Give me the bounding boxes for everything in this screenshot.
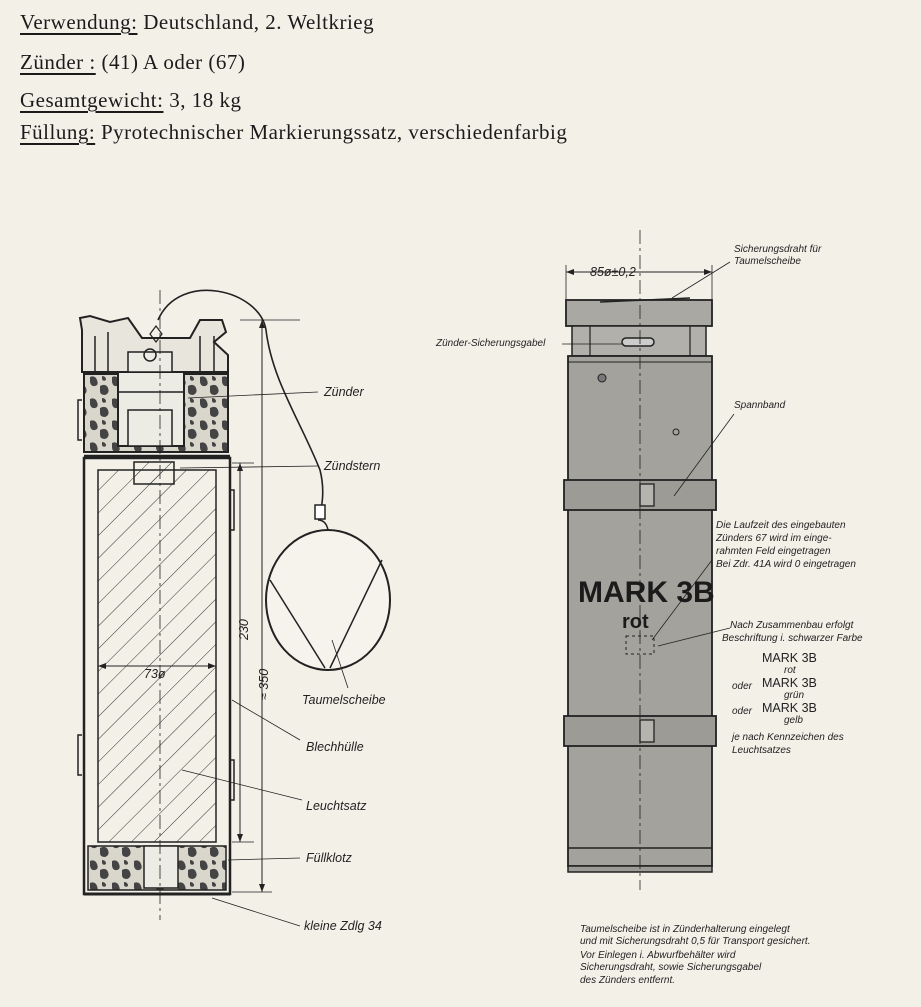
label-fuellklotz: Füllklotz — [306, 851, 352, 865]
label-zuendstern: Zündstern — [324, 459, 381, 473]
dimension-diameter: 73ø — [144, 667, 166, 681]
header-value: 3, 18 kg — [169, 88, 242, 112]
dimension-230: 230 — [237, 619, 251, 640]
header-key: Verwendung: — [20, 10, 138, 34]
footnote-line-3: Vor Einlegen i. Abwurfbehälter wird — [580, 950, 736, 961]
label-leuchtsatz: Leuchtsatz — [306, 799, 367, 813]
label-spannband: Spannband — [734, 400, 786, 411]
footnote-line-2: und mit Sicherungsdraht 0,5 für Transport gesichert. — [580, 936, 811, 947]
label-blechhuelle: Blechhülle — [306, 740, 364, 754]
label-je-nach-1: je nach Kennzeichen des — [732, 732, 844, 743]
variant-prefix-3: oder — [732, 706, 753, 717]
body-mark: MARK 3B — [578, 576, 715, 609]
dimension-top: 85ø±0,2 — [590, 265, 636, 279]
label-zusammenbau-2: Beschriftung i. schwarzer Farbe — [722, 633, 863, 644]
header-value: (41) A oder (67) — [101, 50, 246, 74]
footnote-line-5: des Zünders entfernt. — [580, 975, 676, 986]
header-key: Zünder : — [20, 50, 96, 74]
header-value: Deutschland, 2. Weltkrieg — [143, 10, 375, 34]
dimension-350: ≈ 350 — [257, 668, 271, 700]
label-laufzeit-4: Bei Zdr. 41A wird 0 eingetragen — [716, 559, 856, 570]
variant-color-1: rot — [784, 665, 796, 676]
variant-mark-1: MARK 3B — [762, 651, 817, 665]
header-key: Gesamtgewicht: — [20, 88, 164, 112]
label-sicherungsdraht-1: Sicherungsdraht für — [734, 244, 822, 255]
variant-mark-2: MARK 3B — [762, 676, 817, 690]
label-kleine-zdlg: kleine Zdlg 34 — [304, 919, 382, 933]
exterior-view-drawing — [562, 230, 734, 890]
variant-color-3: gelb — [784, 715, 803, 726]
header-key: Füllung: — [20, 120, 96, 144]
label-laufzeit-3: rahmten Feld eingetragen — [716, 546, 831, 557]
label-laufzeit-2: Zünders 67 wird im einge- — [716, 533, 832, 544]
label-zuender: Zünder — [324, 385, 364, 399]
variant-color-2: grün — [784, 690, 805, 701]
label-taumelscheibe: Taumelscheibe — [302, 693, 386, 707]
label-laufzeit-1: Die Laufzeit des eingebauten — [716, 520, 846, 531]
body-color: rot — [622, 611, 649, 633]
variant-prefix-2: oder — [732, 681, 753, 692]
header-value: Pyrotechnischer Markierungssatz, verschiedenfarbig — [100, 120, 568, 144]
label-je-nach-2: Leuchtsatzes — [732, 745, 791, 756]
variant-mark-3: MARK 3B — [762, 701, 817, 715]
footnote-line-1: Taumelscheibe ist in Zünderhalterung eingelegt — [580, 924, 790, 935]
footnote-line-4: Sicherungsdraht, sowie Sicherungsgabel — [580, 962, 762, 973]
label-zusammenbau-1: Nach Zusammenbau erfolgt — [730, 620, 854, 631]
label-zuender-sicherungsgabel: Zünder-Sicherungsgabel — [436, 338, 546, 349]
label-sicherungsdraht-2: Taumelscheibe — [734, 256, 801, 267]
